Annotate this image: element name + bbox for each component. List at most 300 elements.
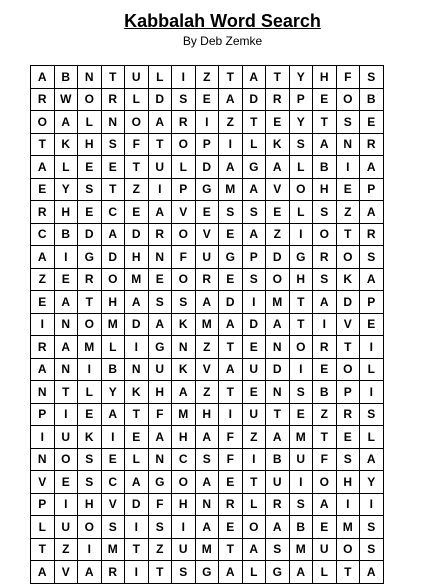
grid-cell: A — [360, 268, 384, 291]
grid-cell: D — [266, 358, 290, 381]
grid-cell: Z — [266, 223, 290, 246]
grid-cell: E — [313, 358, 337, 381]
grid-cell: L — [360, 426, 384, 449]
grid-cell: H — [336, 471, 360, 494]
grid-cell: B — [54, 66, 78, 89]
grid-cell: Y — [101, 381, 125, 404]
grid-cell: S — [313, 268, 337, 291]
grid-cell: S — [336, 111, 360, 134]
grid-cell: A — [219, 88, 243, 111]
grid-cell: A — [195, 471, 219, 494]
grid-cell: A — [148, 426, 172, 449]
grid-cell: A — [148, 313, 172, 336]
grid-cell: V — [336, 313, 360, 336]
grid-cell: T — [125, 403, 149, 426]
grid-cell: D — [125, 493, 149, 516]
grid-cell: I — [360, 336, 384, 359]
grid-cell: L — [54, 156, 78, 179]
grid-cell: A — [54, 291, 78, 314]
grid-cell: L — [125, 448, 149, 471]
grid-cell: S — [78, 448, 102, 471]
grid-cell: N — [266, 336, 290, 359]
grid-cell: A — [266, 426, 290, 449]
grid-cell: A — [31, 358, 55, 381]
grid-cell: M — [266, 291, 290, 314]
grid-cell: S — [101, 516, 125, 539]
grid-cell: R — [266, 493, 290, 516]
grid-cell: V — [195, 358, 219, 381]
grid-cell: T — [219, 538, 243, 561]
grid-cell: Y — [360, 471, 384, 494]
grid-cell: D — [336, 291, 360, 314]
grid-row — [31, 358, 384, 381]
grid-cell: T — [219, 66, 243, 89]
grid-cell: T — [336, 223, 360, 246]
grid-cell: A — [313, 493, 337, 516]
grid-cell: S — [289, 381, 313, 404]
grid-cell: A — [101, 223, 125, 246]
grid-cell: H — [289, 268, 313, 291]
grid-row — [31, 448, 384, 471]
grid-cell: N — [54, 313, 78, 336]
grid-cell: L — [148, 66, 172, 89]
grid-cell: I — [289, 223, 313, 246]
grid-cell: E — [195, 201, 219, 224]
grid-cell: L — [78, 111, 102, 134]
grid-row — [31, 156, 384, 179]
grid-cell: Z — [219, 111, 243, 134]
grid-cell: N — [148, 246, 172, 269]
grid-cell: U — [242, 358, 266, 381]
grid-cell: E — [266, 111, 290, 134]
grid-cell: D — [219, 291, 243, 314]
grid-cell: N — [195, 493, 219, 516]
grid-row — [31, 201, 384, 224]
grid-cell: M — [289, 426, 313, 449]
grid-cell: E — [242, 381, 266, 404]
grid-row — [31, 111, 384, 134]
grid-cell: E — [78, 403, 102, 426]
grid-cell: E — [101, 448, 125, 471]
grid-cell: S — [78, 178, 102, 201]
grid-cell: S — [101, 133, 125, 156]
grid-cell: D — [242, 313, 266, 336]
grid-cell: M — [172, 403, 196, 426]
grid-cell: E — [242, 336, 266, 359]
grid-cell: A — [101, 403, 125, 426]
grid-row — [31, 403, 384, 426]
grid-cell: T — [125, 156, 149, 179]
grid-row — [31, 66, 384, 89]
grid-cell: O — [313, 223, 337, 246]
grid-cell: H — [125, 246, 149, 269]
grid-cell: T — [289, 313, 313, 336]
grid-cell: R — [31, 336, 55, 359]
grid-cell: T — [313, 111, 337, 134]
grid-row — [31, 178, 384, 201]
grid-cell: H — [172, 426, 196, 449]
grid-cell: E — [78, 201, 102, 224]
grid-cell: O — [172, 471, 196, 494]
grid-cell: A — [360, 156, 384, 179]
grid-cell: L — [289, 156, 313, 179]
grid-cell: E — [266, 201, 290, 224]
grid-cell: H — [313, 66, 337, 89]
grid-cell: A — [242, 538, 266, 561]
grid-cell: T — [266, 66, 290, 89]
grid-row — [31, 493, 384, 516]
grid-cell: I — [125, 336, 149, 359]
grid-cell: T — [101, 178, 125, 201]
grid-cell: I — [148, 178, 172, 201]
grid-cell: A — [148, 111, 172, 134]
grid-cell: D — [148, 88, 172, 111]
grid-cell: I — [101, 426, 125, 449]
grid-cell: T — [336, 561, 360, 584]
grid-cell: O — [289, 336, 313, 359]
grid-cell: I — [360, 381, 384, 404]
grid-cell: I — [125, 516, 149, 539]
grid-cell: V — [101, 493, 125, 516]
grid-cell: S — [266, 538, 290, 561]
grid-cell: N — [78, 66, 102, 89]
grid-row — [31, 313, 384, 336]
grid-cell: T — [31, 538, 55, 561]
grid-cell: A — [195, 291, 219, 314]
grid-cell: N — [172, 336, 196, 359]
grid-cell: E — [360, 111, 384, 134]
grid-cell: D — [125, 313, 149, 336]
grid-cell: A — [54, 336, 78, 359]
grid-row — [31, 88, 384, 111]
grid-cell: S — [242, 201, 266, 224]
grid-cell: I — [219, 133, 243, 156]
grid-cell: E — [31, 178, 55, 201]
grid-cell: A — [266, 156, 290, 179]
grid-row — [31, 538, 384, 561]
grid-cell: A — [125, 291, 149, 314]
grid-cell: A — [31, 66, 55, 89]
grid-cell: E — [289, 403, 313, 426]
grid-cell: M — [101, 538, 125, 561]
grid-cell: I — [360, 493, 384, 516]
grid-cell: R — [219, 493, 243, 516]
grid-cell: R — [266, 88, 290, 111]
grid-cell: L — [242, 133, 266, 156]
grid-cell: U — [125, 66, 149, 89]
grid-cell: P — [289, 88, 313, 111]
grid-cell: A — [313, 133, 337, 156]
grid-cell: R — [313, 246, 337, 269]
grid-cell: I — [242, 291, 266, 314]
grid-cell: G — [195, 561, 219, 584]
grid-cell: T — [31, 133, 55, 156]
grid-cell: A — [219, 358, 243, 381]
grid-cell: G — [219, 246, 243, 269]
grid-cell: E — [219, 268, 243, 291]
grid-cell: A — [242, 66, 266, 89]
grid-cell: P — [31, 403, 55, 426]
grid-cell: F — [336, 66, 360, 89]
grid-cell: L — [31, 516, 55, 539]
grid-cell: H — [78, 133, 102, 156]
grid-cell: E — [195, 88, 219, 111]
grid-cell: F — [148, 493, 172, 516]
grid-cell: U — [148, 156, 172, 179]
grid-cell: L — [360, 358, 384, 381]
grid-cell: D — [125, 223, 149, 246]
grid-cell: L — [101, 336, 125, 359]
grid-cell: E — [78, 156, 102, 179]
grid-cell: S — [172, 88, 196, 111]
grid-cell: Y — [54, 178, 78, 201]
grid-cell: A — [360, 448, 384, 471]
grid-cell: H — [148, 381, 172, 404]
grid-cell: C — [31, 223, 55, 246]
grid-row — [31, 516, 384, 539]
grid-cell: A — [31, 561, 55, 584]
grid-cell: B — [360, 88, 384, 111]
grid-cell: O — [125, 111, 149, 134]
grid-cell: U — [54, 426, 78, 449]
grid-cell: V — [266, 178, 290, 201]
grid-row — [31, 291, 384, 314]
grid-cell: B — [54, 223, 78, 246]
grid-cell: N — [101, 111, 125, 134]
grid-cell: C — [172, 448, 196, 471]
grid-cell: K — [266, 133, 290, 156]
grid-cell: G — [148, 471, 172, 494]
grid-cell: E — [148, 268, 172, 291]
grid-cell: N — [266, 381, 290, 404]
grid-cell: A — [289, 561, 313, 584]
grid-cell: C — [101, 471, 125, 494]
grid-row — [31, 426, 384, 449]
grid-cell: M — [336, 516, 360, 539]
grid-cell: Z — [54, 538, 78, 561]
grid-cell: R — [313, 336, 337, 359]
grid-cell: B — [313, 381, 337, 404]
grid-cell: A — [172, 381, 196, 404]
grid-cell: A — [360, 561, 384, 584]
grid-cell: F — [148, 403, 172, 426]
grid-cell: T — [219, 381, 243, 404]
grid-cell: I — [289, 358, 313, 381]
grid-cell: U — [313, 538, 337, 561]
grid-cell: N — [336, 133, 360, 156]
grid-cell: R — [360, 133, 384, 156]
grid-cell: I — [172, 516, 196, 539]
grid-cell: M — [219, 178, 243, 201]
grid-cell: T — [148, 133, 172, 156]
grid-cell: A — [54, 111, 78, 134]
grid-cell: I — [54, 246, 78, 269]
grid-cell: I — [78, 358, 102, 381]
grid-cell: E — [336, 426, 360, 449]
grid-cell: I — [242, 448, 266, 471]
grid-cell: B — [266, 448, 290, 471]
grid-cell: F — [313, 448, 337, 471]
grid-cell: U — [148, 358, 172, 381]
grid-cell: E — [336, 178, 360, 201]
grid-cell: Z — [31, 268, 55, 291]
grid-cell: T — [336, 336, 360, 359]
grid-row — [31, 133, 384, 156]
grid-cell: R — [101, 561, 125, 584]
grid-cell: N — [31, 381, 55, 404]
grid-cell: Z — [336, 201, 360, 224]
grid-cell: I — [54, 493, 78, 516]
grid-cell: A — [219, 313, 243, 336]
grid-cell: S — [78, 471, 102, 494]
grid-cell: T — [242, 111, 266, 134]
grid-cell: I — [289, 471, 313, 494]
grid-cell: I — [336, 493, 360, 516]
grid-cell: H — [172, 493, 196, 516]
grid-cell: F — [219, 448, 243, 471]
grid-cell: A — [195, 426, 219, 449]
grid-cell: A — [195, 516, 219, 539]
grid-cell: A — [148, 201, 172, 224]
grid-cell: S — [219, 201, 243, 224]
grid-cell: P — [242, 246, 266, 269]
grid-cell: L — [172, 156, 196, 179]
grid-cell: S — [360, 403, 384, 426]
grid-cell: O — [31, 111, 55, 134]
grid-cell: G — [266, 561, 290, 584]
grid-cell: T — [242, 471, 266, 494]
grid-cell: T — [313, 426, 337, 449]
grid-cell: K — [172, 313, 196, 336]
grid-cell: I — [125, 561, 149, 584]
grid-cell: M — [101, 313, 125, 336]
grid-cell: G — [78, 246, 102, 269]
grid-cell: S — [360, 246, 384, 269]
grid-cell: M — [289, 538, 313, 561]
grid-cell: Z — [125, 178, 149, 201]
grid-cell: I — [219, 403, 243, 426]
grid-cell: B — [289, 516, 313, 539]
grid-cell: L — [313, 561, 337, 584]
grid-cell: F — [125, 133, 149, 156]
grid-cell: V — [195, 223, 219, 246]
grid-cell: O — [172, 223, 196, 246]
grid-cell: S — [313, 201, 337, 224]
grid-cell: A — [31, 156, 55, 179]
grid-cell: A — [360, 201, 384, 224]
grid-cell: S — [172, 561, 196, 584]
page-title: Kabbalah Word Search — [124, 11, 321, 31]
grid-cell: S — [360, 66, 384, 89]
grid-cell: P — [336, 381, 360, 404]
grid-cell: N — [125, 358, 149, 381]
grid-cell: H — [54, 201, 78, 224]
grid-cell: U — [242, 403, 266, 426]
grid-cell: P — [195, 133, 219, 156]
grid-cell: O — [242, 516, 266, 539]
grid-cell: U — [172, 538, 196, 561]
grid-cell: R — [101, 88, 125, 111]
grid-cell: D — [78, 223, 102, 246]
grid-cell: H — [313, 178, 337, 201]
grid-cell: A — [266, 516, 290, 539]
grid-cell: U — [289, 448, 313, 471]
grid-cell: K — [125, 381, 149, 404]
grid-cell: P — [172, 178, 196, 201]
grid-cell: M — [78, 336, 102, 359]
grid-cell: E — [101, 156, 125, 179]
grid-cell: T — [54, 381, 78, 404]
grid-cell: I — [336, 156, 360, 179]
grid-cell: G — [289, 246, 313, 269]
grid-cell: Z — [313, 403, 337, 426]
grid-cell: S — [336, 448, 360, 471]
grid-cell: K — [54, 133, 78, 156]
grid-cell: R — [195, 268, 219, 291]
word-search-grid — [30, 65, 384, 584]
grid-cell: T — [148, 561, 172, 584]
grid-cell: Y — [289, 66, 313, 89]
grid-cell: H — [78, 493, 102, 516]
grid-cell: L — [242, 493, 266, 516]
grid-cell: A — [31, 246, 55, 269]
grid-row — [31, 336, 384, 359]
grid-cell: O — [78, 313, 102, 336]
grid-cell: O — [266, 268, 290, 291]
grid-cell: E — [313, 516, 337, 539]
grid-cell: A — [219, 156, 243, 179]
grid-cell: M — [125, 268, 149, 291]
grid-cell: I — [54, 403, 78, 426]
grid-cell: U — [266, 471, 290, 494]
grid-cell: E — [125, 426, 149, 449]
grid-cell: L — [125, 88, 149, 111]
grid-cell: A — [266, 313, 290, 336]
grid-row — [31, 561, 384, 584]
grid-cell: L — [78, 381, 102, 404]
grid-cell: A — [313, 291, 337, 314]
grid-cell: E — [219, 471, 243, 494]
grid-cell: O — [172, 268, 196, 291]
grid-cell: I — [313, 313, 337, 336]
grid-cell: R — [148, 223, 172, 246]
grid-cell: T — [78, 291, 102, 314]
grid-cell: D — [266, 246, 290, 269]
grid-cell: O — [172, 133, 196, 156]
grid-cell: I — [31, 313, 55, 336]
grid-cell: R — [31, 88, 55, 111]
grid-cell: T — [289, 291, 313, 314]
grid-cell: F — [219, 426, 243, 449]
grid-cell: E — [360, 313, 384, 336]
grid-cell: L — [289, 201, 313, 224]
grid-cell: K — [78, 426, 102, 449]
grid-cell: K — [336, 268, 360, 291]
grid-cell: E — [54, 268, 78, 291]
grid-cell: T — [266, 403, 290, 426]
grid-cell: O — [336, 88, 360, 111]
grid-cell: V — [172, 201, 196, 224]
grid-cell: N — [148, 448, 172, 471]
grid-row — [31, 223, 384, 246]
grid-cell: I — [172, 66, 196, 89]
grid-cell: R — [360, 223, 384, 246]
grid-cell: T — [101, 66, 125, 89]
grid-cell: T — [125, 538, 149, 561]
grid-cell: P — [31, 493, 55, 516]
grid-cell: O — [101, 268, 125, 291]
grid-cell: B — [101, 358, 125, 381]
